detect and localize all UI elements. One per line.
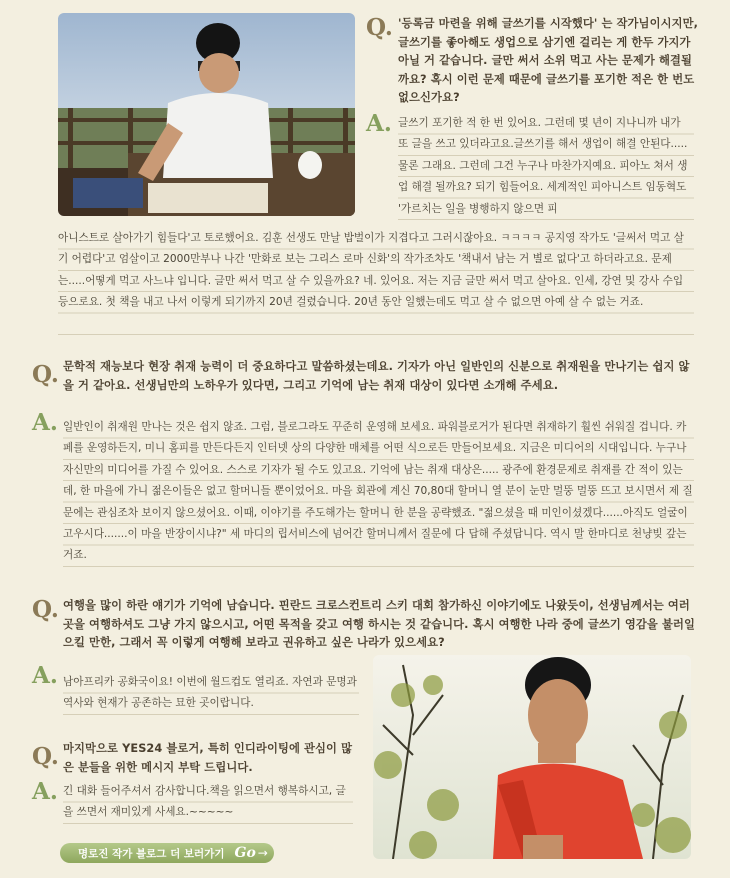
author-writing-photo [58, 13, 355, 216]
author-portrait-photo [373, 655, 691, 859]
question-2: 문학적 재능보다 현장 취재 능력이 더 중요하다고 말씀하셨는데요. 기자가 아닌 일반인의 신분으로 취재원을 만나기는 쉽지 않을 거 같아요. 선생님만의 노하우가 있다면, 그리고 기억에 남는 취재 대상이 있다면 소개해 주세요. [63, 360, 690, 392]
question-mark-icon: Q. [366, 14, 393, 41]
answer-4: 긴 대화 들어주셔서 감사합니다.책을 읽으면서 행복하시고, 글을 쓰면서 재미있게 사세요.~~~~~ [63, 781, 353, 827]
answer-1-part-2: 아니스트로 살아가기 힘들다'고 토로했어요. 김훈 선생도 만날 밥벌이가 지겹다고 그러시잖아요. ㅋㅋㅋㅋ 공지영 작가도 '글써서 먹고 살기 어렵다'고 엄살이고 2000만부나 나간 '만화로 보는 그리스 로마 신화'의 작가조차도 '책내서 남는 거 별로 없다'고 하더라고요. 문제는.....어떻게 먹고 사느냐 입니다. 글만 써서 먹고 살 수 있을까요? 네. 있어요. 저는 지금 글만 써서 먹고 살아요. 인세, 강연 및 강사 수입 등으로요. 첫 책을 내고 나서 이렇게 되기까지 20년 걸렸습니다. 20년 동안 일했는데도 먹고 살 수 없으면 아예 살 수 없는 거죠. [58, 228, 694, 335]
answer-3: 남아프리카 공화국이요! 이번에 월드컵도 열리죠. 자연과 문명과 역사와 현재가 공존하는 묘한 곳이랍니다. [63, 672, 359, 716]
question-3: 여행을 많이 하란 얘기가 기억에 남습니다. 핀란드 크로스컨트리 스키 대회 참가하신 이야기에도 나왔듯이, 선생님께서는 여러 곳을 여행하셔도 그냥 가지 않으시고, 어떤 목적을 갖고 여행 하시는 것 같습니다. 혹시 여행한 나라 중에 글쓰기 영감을 불러일으킬 만한, 그래서 꼭 이렇게 여행해 보라고 권유하고 싶은 나라가 있으세요? [63, 599, 696, 649]
question-mark-icon: Q. [32, 361, 59, 388]
answer-mark-icon: A. [32, 778, 58, 805]
answer-mark-icon: A. [32, 662, 58, 689]
answer-mark-icon: A. [366, 110, 392, 137]
go-label: Go [234, 845, 256, 861]
answer-mark-icon: A. [32, 409, 58, 436]
question-1: '등록금 마련을 위해 글쓰기를 시작했다' 는 작가님이시지만, 글쓰기를 좋아해도 생업으로 삼기엔 걸리는 게 한두 가지가 아닐 거 같습니다. 글만 써서 소위 먹고 사는 문제가 해결될까요? 혹시 이런 문제 때문에 글쓰기를 포기한 적은 한 번도 없으신가요? [398, 17, 699, 104]
answer-2: 일반인이 취재원 만나는 것은 쉽지 않죠. 그럼, 블로그라도 꾸준히 운영해 보세요. 파워블로거가 된다면 취재하기 훨씬 쉬워질 겁니다. 카페를 운영하든지, 미니 홈피를 만든다든지 인터넷 상의 다양한 매체를 어떤 식으로든 만들어보세요. 지금은 미디어의 시대입니다. 누구나 자신만의 미디어를 가질 수 있어요. 스스로 기자가 될 수도 있고요. 기억에 남는 취재 대상은..... 광주에 환경문제로 취재를 간 적이 있는데, 한 마을에 가니 젊은이들은 없고 할머니들 뿐이었어요. 마을 회관에 계신 70,80대 할머니 열 분이 눈만 멀뚱 멀뚱 뜨고 보시면서 제 질문에는 관심조차 보이지 않으셨어요. 이때, 이야기를 주도해가는 할머니 한 분을 공략했죠. "젊으셨을 때 미인이셨겠다......아직도 얼굴이 고우시다.......이 마을 반장이시냐?" 세 마디의 립서비스에 넘어간 할머니께서 질문에 다 답해 주셨답니다. 역시 말 한마디로 천냥빚 갚는 거죠. [63, 417, 694, 577]
question-mark-icon: Q. [32, 596, 59, 623]
question-4: 마지막으로 YES24 블로거, 특히 인디라이팅에 관심이 많은 분들을 위한 메시지 부탁 드립니다. [63, 742, 353, 774]
blog-button-label: 명로진 작가 블로그 더 보러가기 [78, 847, 225, 860]
author-blog-button[interactable] [60, 843, 274, 863]
question-mark-icon: Q. [32, 743, 59, 770]
arrow-right-icon: → [257, 846, 268, 860]
answer-1-part-1: 글쓰기 포기한 적 한 번 있어요. 그런데 몇 년이 지나니까 내가 또 글을 쓰고 있더라고요.글쓰기를 해서 생업이 해결 안된다.....물론 그래요. 그런데 그건 누구나 마찬가지예요. 피아노 쳐서 생업 해결 될까요? 되기 힘들어요. 세계적인 피아니스트 임동혁도 '가르치는 일을 병행하지 않으면 피 [398, 113, 694, 220]
